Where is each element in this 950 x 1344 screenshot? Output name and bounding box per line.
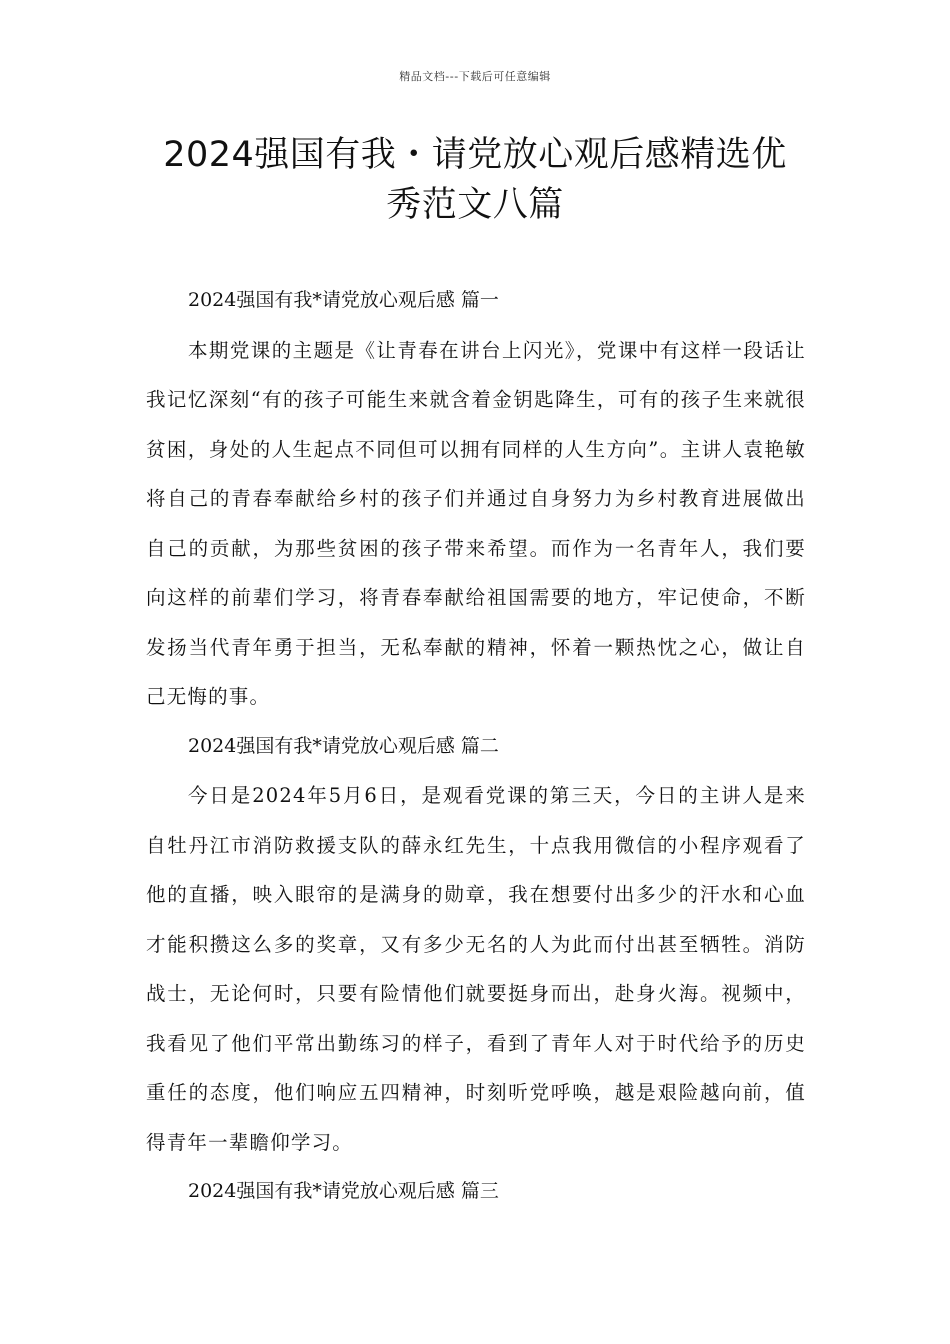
title-line-1: 2024强国有我・请党放心观后感精选优 — [163, 135, 787, 175]
section-paragraph-2: 今日是2024年5月6日，是观看党课的第三天，今日的主讲人是来自牡丹江市消防救援支队的薛永红先生，十点我用微信的小程序观看了他的直播，映入眼帘的是满身的勋章，我在想要付出多少的汗水和心血才能积攒这么多的奖章，又有多少无名的人为此而付出甚至牺牲。消防战士，无论何时，只要有险情他们就要挺身而出，赴身火海。视频中，我看见了他们平常出勤练习的样子，看到了青年人对于时代给予的历史重任的态度，他们响应五四精神，时刻听党呼唤，越是艰险越向前，值得青年一辈瞻仰学习。 — [146, 784, 806, 1154]
title-line-2: 秀范文八篇 — [386, 185, 564, 225]
document-body — [146, 276, 806, 1217]
document-title — [120, 130, 830, 230]
section-heading-2: 2024强国有我*请党放心观后感 篇二 — [188, 734, 499, 757]
header-note: 精品文档---下载后可任意编辑 — [399, 70, 551, 83]
section-heading-1: 2024强国有我*请党放心观后感 篇一 — [188, 289, 499, 311]
section-paragraph-1: 本期党课的主题是《让青春在讲台上闪光》，党课中有这样一段话让我记忆深刻“有的孩子可能生来就含着金钥匙降生，可有的孩子生来就很贫困，身处的人生起点不同但可以拥有同样的人生方向”。主讲人袁艳敏将自己的青春奉献给乡村的孩子们并通过自身努力为乡村教育进展做出自己的贡献，为那些贫困的孩子带来希望。而作为一名青年人，我们要向这样的前辈们学习，将青春奉献给祖国需要的地方，牢记使命，不断发扬当代青年勇于担当，无私奉献的精神，怀着一颗热忱之心，做让自己无悔的事。 — [146, 338, 806, 708]
section-heading-3: 2024强国有我*请党放心观后感 篇三 — [188, 1180, 499, 1202]
